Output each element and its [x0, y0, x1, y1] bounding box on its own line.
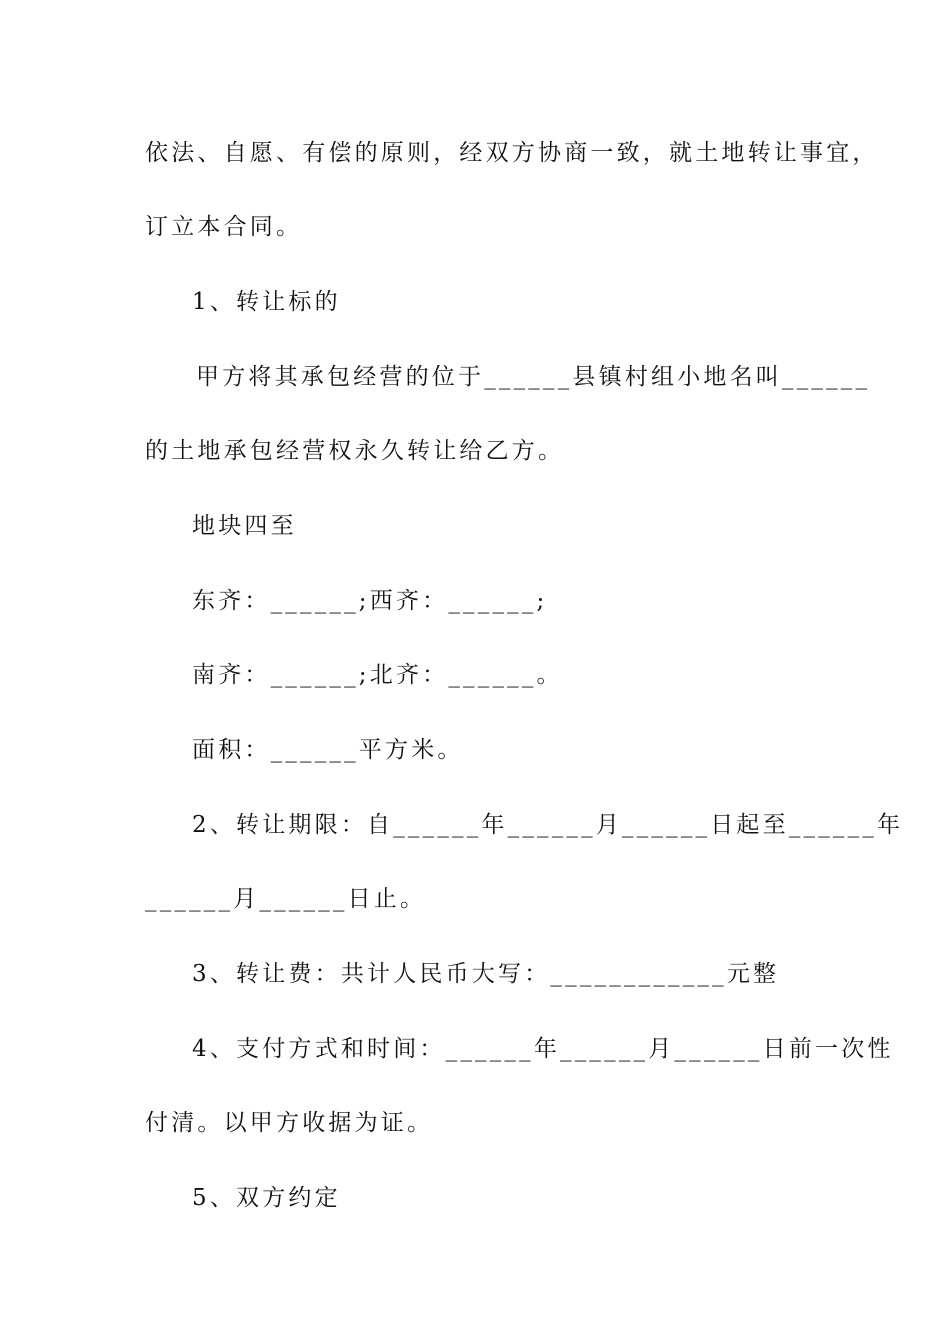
- paragraph-line: ______月______日止。: [145, 886, 427, 912]
- section-heading: 3、转让费：共计人民币大写：____________元整: [192, 961, 780, 987]
- area-line: 面积：______平方米。: [192, 737, 464, 763]
- paragraph-line: 依法、自愿、有偿的原则，经双方协商一致，就土地转让事宜，: [145, 140, 879, 166]
- paragraph-line: 付清。以甲方收据为证。: [145, 1110, 434, 1136]
- paragraph-line: 甲方将其承包经营的位于______县镇村组小地名叫______: [196, 364, 871, 390]
- section-heading: 5、双方约定: [192, 1185, 341, 1211]
- boundary-line: 南齐：______;北齐：______。: [192, 662, 563, 688]
- section-heading: 1、转让标的: [192, 289, 341, 315]
- paragraph-line: 的土地承包经营权永久转让给乙方。: [145, 438, 565, 464]
- boundary-line: 东齐：______;西齐：______;: [192, 588, 548, 614]
- section-heading: 4、支付方式和时间：______年______月______日前一次性: [192, 1036, 894, 1062]
- paragraph-line: 订立本合同。: [145, 214, 303, 240]
- section-heading: 2、转让期限：自______年______月______日起至______年: [192, 812, 904, 838]
- subsection-heading: 地块四至: [192, 513, 297, 539]
